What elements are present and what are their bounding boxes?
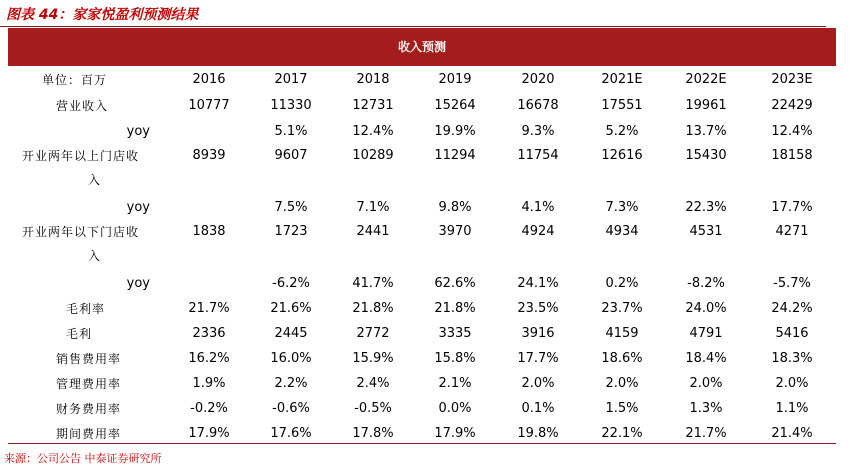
row-label-line: 开业两年以上门店收: [22, 149, 140, 163]
table-cell: 10777: [188, 97, 230, 113]
figure-title: 图表 44：家家悦盈利预测结果: [6, 7, 199, 23]
column-header-row: [8, 66, 836, 92]
table-cell: 1838: [192, 224, 226, 239]
table-row: [8, 92, 836, 118]
table-cell: 9.8%: [438, 199, 472, 215]
year-header: 2023E: [771, 71, 813, 87]
table-cell: 17551: [601, 97, 643, 113]
table-row: [8, 371, 836, 396]
table-cell: 7.3%: [605, 199, 639, 215]
table-cell: 11330: [270, 97, 312, 113]
table-cell: 41.7%: [352, 275, 394, 291]
table-cell: 3970: [438, 224, 472, 239]
table-row: [8, 144, 836, 194]
table-cell: 15430: [685, 148, 727, 163]
table-cell: 9607: [274, 148, 308, 163]
table-cell: 4934: [605, 224, 639, 239]
table-cell: 7.5%: [274, 199, 308, 215]
table-cell: 24.1%: [517, 275, 559, 291]
table-cell: -0.6%: [272, 401, 310, 416]
table-cell: 19961: [685, 97, 727, 113]
section-header-label: 收入预测: [397, 40, 446, 54]
table-cell: 21.7%: [188, 301, 230, 316]
table-cell: 12731: [352, 97, 394, 113]
table-cell: 3335: [438, 326, 472, 341]
table-cell: 21.7%: [685, 426, 727, 441]
table-cell: 0.2%: [605, 275, 639, 291]
year-header: 2020: [521, 71, 555, 87]
table-cell: 15.9%: [352, 351, 394, 366]
table-cell: 13.7%: [685, 123, 727, 139]
table-cell: 17.6%: [270, 426, 312, 441]
table-cell: 8939: [192, 148, 226, 163]
section-header-band: [8, 28, 836, 66]
table-cell: 2336: [192, 326, 226, 341]
table-cell: 1723: [274, 224, 308, 239]
table-cell: 16.2%: [188, 351, 230, 366]
year-header: 2016: [192, 71, 226, 87]
table-cell: 2445: [274, 326, 308, 341]
table-cell: -6.2%: [272, 275, 310, 291]
table-cell: 17.9%: [188, 426, 230, 441]
top-divider: [0, 26, 826, 27]
table-cell: 17.7%: [771, 199, 813, 215]
table-cell: -0.2%: [190, 401, 228, 416]
table-row: [8, 396, 836, 421]
row-label: 毛利率: [66, 302, 106, 316]
table-cell: [168, 194, 250, 220]
table-cell: 1.1%: [775, 401, 809, 416]
year-header: 2018: [356, 71, 390, 87]
table-cell: 4924: [521, 224, 555, 239]
table-cell: 4531: [689, 224, 723, 239]
table-cell: 18.4%: [685, 351, 727, 366]
table-cell: 0.1%: [521, 401, 555, 416]
table-cell: 5.1%: [274, 123, 308, 139]
table-cell: 22429: [771, 97, 813, 113]
year-header: 2017: [274, 71, 308, 87]
table-cell: 22.1%: [601, 426, 643, 441]
table-row: [8, 346, 836, 371]
table-cell: 12.4%: [771, 123, 813, 139]
table-cell: [168, 118, 250, 144]
table-cell: 21.4%: [771, 426, 813, 441]
table-cell: 62.6%: [434, 275, 476, 291]
table-cell: 17.7%: [517, 351, 559, 366]
table-cell: 17.8%: [352, 426, 394, 441]
table-cell: 2.0%: [605, 376, 639, 391]
table-cell: 16.0%: [270, 351, 312, 366]
table-cell: 15264: [434, 97, 476, 113]
year-header: 2019: [438, 71, 472, 87]
table-cell: -5.7%: [773, 275, 811, 291]
table-cell: 0.0%: [438, 401, 472, 416]
table-cell: 19.9%: [434, 123, 476, 139]
year-header: 2021E: [601, 71, 643, 87]
table-cell: 2.0%: [775, 376, 809, 391]
table-cell: 17.9%: [434, 426, 476, 441]
table-cell: 15.8%: [434, 351, 476, 366]
table-cell: 18.6%: [601, 351, 643, 366]
year-header: 2022E: [685, 71, 727, 87]
table-cell: 24.0%: [685, 301, 727, 316]
table-cell: 9.3%: [521, 123, 555, 139]
table-cell: 5.2%: [605, 123, 639, 139]
table-cell: 23.7%: [601, 301, 643, 316]
row-label: 期间费用率: [56, 427, 122, 441]
table-row: [8, 220, 836, 270]
table-cell: 2.2%: [274, 376, 308, 391]
row-label-line: 入: [88, 173, 102, 187]
table-cell: 2441: [356, 224, 390, 239]
table-cell: 24.2%: [771, 301, 813, 316]
table-cell: 2772: [356, 326, 390, 341]
table-cell: 21.6%: [270, 301, 312, 316]
table-cell: 2.4%: [356, 376, 390, 391]
table-row: [8, 296, 836, 321]
table-cell: 3916: [521, 326, 555, 341]
table-cell: 10289: [352, 148, 394, 163]
row-label: yoy: [126, 199, 150, 215]
table-cell: 4159: [605, 326, 639, 341]
row-label-line: 开业两年以下门店收: [22, 225, 140, 239]
table-cell: -8.2%: [687, 275, 725, 291]
table-cell: 16678: [517, 97, 559, 113]
table-cell: 18158: [771, 148, 813, 163]
row-label: 营业收入: [56, 98, 109, 113]
forecast-table: [8, 66, 836, 446]
table-cell: 12616: [601, 148, 643, 163]
table-cell: 1.3%: [689, 401, 723, 416]
table-cell: 4271: [775, 224, 809, 239]
unit-header: 单位：百万: [42, 72, 108, 87]
row-label: yoy: [126, 123, 150, 139]
table-row: [8, 321, 836, 346]
table-cell: 11294: [434, 148, 476, 163]
table-cell: 2.1%: [438, 376, 472, 391]
table-cell: 1.5%: [605, 401, 639, 416]
table-cell: 5416: [775, 326, 809, 341]
table-cell: 21.8%: [434, 301, 476, 316]
table-cell: [168, 270, 250, 296]
table-cell: 4791: [689, 326, 723, 341]
table-cell: 23.5%: [517, 301, 559, 316]
row-label-line: 入: [88, 249, 102, 263]
row-label: [8, 144, 168, 194]
table-cell: 1.9%: [192, 376, 226, 391]
table-row: [8, 270, 836, 296]
table-cell: 11754: [517, 148, 559, 163]
row-label: [8, 220, 168, 270]
table-cell: 4.1%: [521, 199, 555, 215]
table-row: [8, 194, 836, 220]
table-cell: 22.3%: [685, 199, 727, 215]
table-cell: 2.0%: [521, 376, 555, 391]
source-note: 来源：公司公告 中泰证券研究所: [4, 452, 162, 465]
row-label: 管理费用率: [56, 377, 122, 391]
table-cell: 12.4%: [352, 123, 394, 139]
row-label: yoy: [126, 275, 150, 291]
table-cell: 21.8%: [352, 301, 394, 316]
table-row: [8, 118, 836, 144]
table-cell: 7.1%: [356, 199, 390, 215]
table-cell: 19.8%: [517, 426, 559, 441]
row-label: 毛利: [66, 327, 93, 341]
row-label: 销售费用率: [56, 352, 122, 366]
table-cell: 2.0%: [689, 376, 723, 391]
table-cell: 18.3%: [771, 351, 813, 366]
table-cell: -0.5%: [354, 401, 392, 416]
row-label: 财务费用率: [56, 402, 122, 416]
bottom-divider: [8, 443, 836, 444]
